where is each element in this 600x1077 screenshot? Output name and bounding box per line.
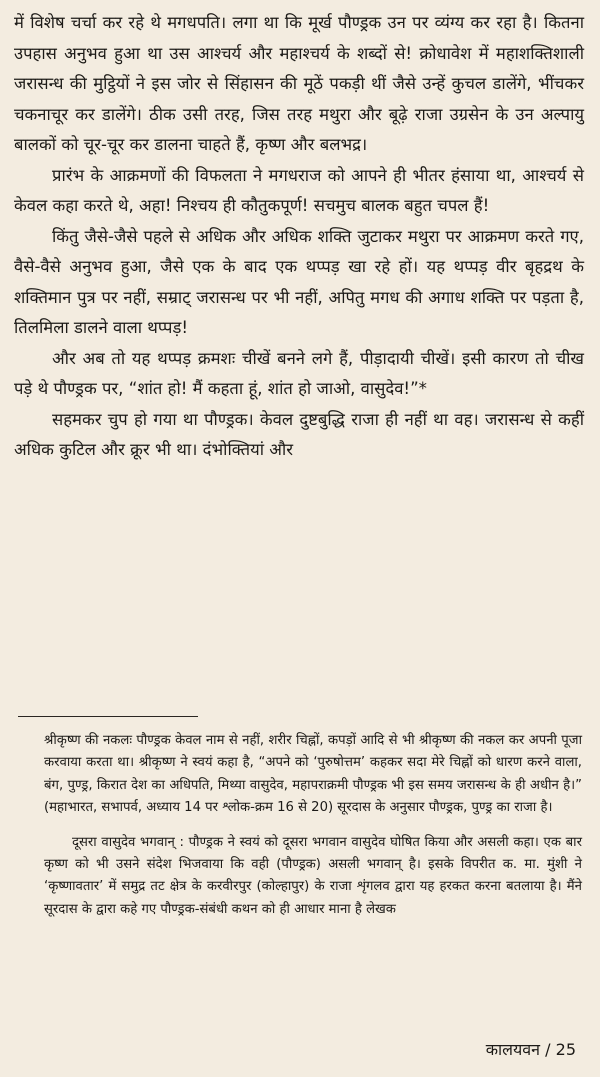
footnote-marker	[14, 730, 44, 752]
footnote-2	[14, 832, 582, 922]
footnote-2-text: दूसरा वासुदेव भगवान् : पौण्ड्रक ने स्वयं को दूसरा भगवान वासुदेव घोषित किया और असली कहा। एक बार कृष्ण को भी उसने संदेश भिजवाया कि वही (पौण्ड्रक) असली भगवान् है। इसके विपरीत क. मा. मुंशी ने ‘कृष्णावतार’ में समुद्र तट क्षेत्र के करवीरपुर (कोल्हापुर) के राजा शृंगलव द्वारा यह हरकत करना बतलाया है। मैंने सूरदास के द्वारा कहे गए पौण्ड्रक-संबंधी कथन को ही आधार माना है लेखक	[44, 834, 582, 917]
paragraph-2: प्रारंभ के आक्रमणों की विफलता ने मगधराज को आपने ही भीतर हंसाया था, आश्चर्य से केवल कहा करते थे, अहा! निश्चय ही कौतुकपूर्ण! सचमुच बालक बहुत चपल हैं!	[14, 165, 584, 215]
footnote-1-text: श्रीकृष्ण की नकलः पौण्ड्रक केवल नाम से नहीं, शरीर चिह्नों, कपड़ों आदि से भी श्रीकृष्ण की नकल कर अपनी पूजा करवाया करता था। श्रीकृष्ण ने स्वयं कहा है, “अपने को ‘पुरुषोत्तम’ कहकर सदा मेरे चिह्नों को धारण करने वाला, बंग, पुण्ड्र, किरात देश का अधिपति, मिथ्या वासुदेव, महापराक्रमी पौण्ड्रक भी इस समय जरासन्ध के ही अधीन है।” (महाभारत, सभापर्व, अध्याय 14 पर श्लोक-क्रम 16 से 20) सूरदास के अनुसार पौण्ड्रक, पुण्ड्र का राजा है।	[44, 733, 582, 816]
footnote-1	[14, 730, 582, 820]
page-number: 25	[555, 1040, 576, 1059]
running-title: कालयवन	[485, 1040, 541, 1059]
paragraph-5: सहमकर चुप हो गया था पौण्ड्रक। केवल दुष्टबुद्धि राजा ही नहीं था वह। जरासन्ध से कहीं अधिक कुटिल और क्रूर भी था। दंभोक्तियां और	[14, 409, 584, 459]
paragraph-4: और अब तो यह थप्पड़ क्रमशः चीखें बनने लगे हैं, पीड़ादायी चीखें। इसी कारण तो चीख पड़े थे पौण्ड्रक पर, “शांत हो! मैं कहता हूं, शांत हो जाओ, वासुदेव!”*	[14, 348, 584, 398]
footer-separator: /	[545, 1040, 551, 1059]
main-text	[14, 8, 584, 466]
page-footer	[486, 1040, 576, 1060]
footnote-divider	[18, 716, 198, 717]
paragraph-1: में विशेष चर्चा कर रहे थे मगधपति। लगा था कि मूर्ख पौण्ड्रक उन पर व्यंग्य कर रहा है। कितना उपहास अनुभव हुआ था उस आश्चर्य और महाश्चर्य के शब्दों से! क्रोधावेश में महाशक्तिशाली जरासन्ध की मुट्ठियों ने इस जोर से सिंहासन की मूठें पकड़ी थीं जैसे उन्हें कुचल डालेंगे, भींचकर चकनाचूर कर डालेंगे। ठीक उसी तरह, जिस तरह मथुरा और बूढ़े राजा उग्रसेन के उन अल्पायु बालकों को चूर-चूर कर डालना चाहते हैं, कृष्ण और बलभद्र।	[14, 13, 584, 154]
paragraph-3: किंतु जैसे-जैसे पहले से अधिक और अधिक शक्ति जुटाकर मथुरा पर आक्रमण करते गए, वैसे-वैसे अनुभव हुआ, जैसे एक के बाद एक थप्पड़ खा रहे हों। यह थप्पड़ वीर बृहद्रथ के शक्तिमान पुत्र पर नहीं, सम्राट् जरासन्ध पर भी नहीं, अपितु मगध की अगाध शक्ति पर पड़ता है, तिलमिला डालने वाला थप्पड़!	[14, 226, 584, 337]
footnotes	[14, 730, 582, 921]
